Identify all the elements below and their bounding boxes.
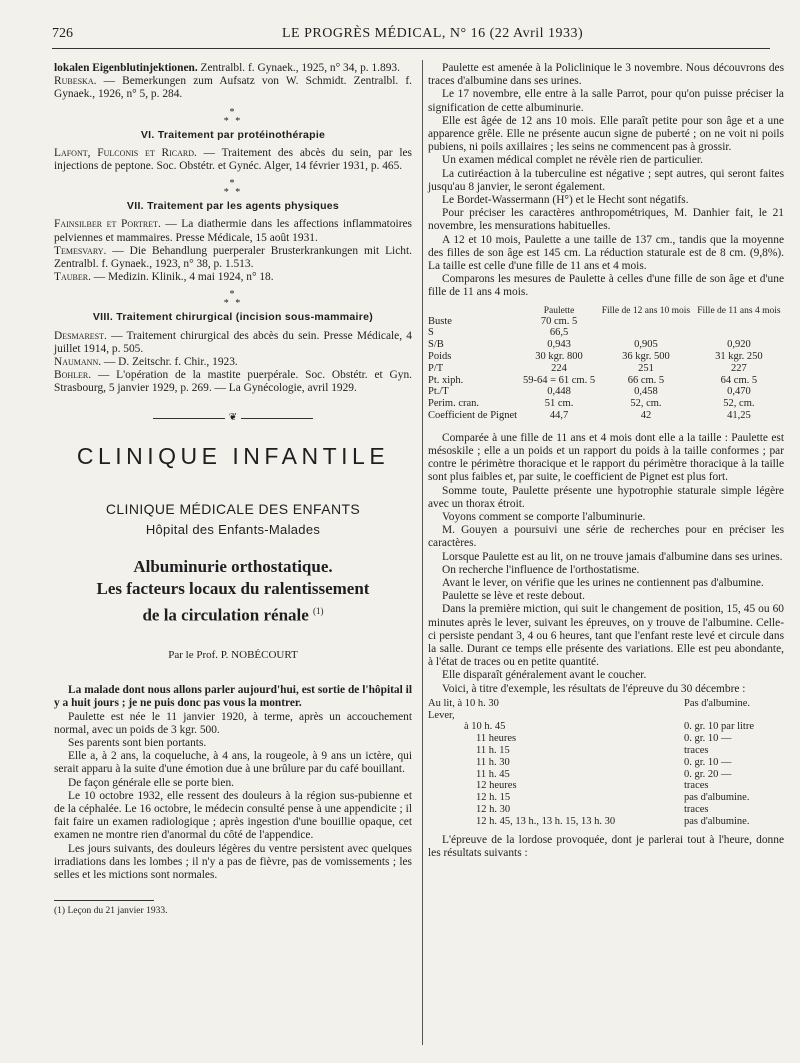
- running-header: [52, 26, 770, 46]
- right-column: [428, 62, 784, 860]
- left-column: [54, 62, 412, 918]
- paragraph: Le Bordet-Wassermann (H°) et le Hecht sont négatifs.: [442, 194, 689, 207]
- paragraph: Paulette est née le 11 janvier 1920, à terme, après un accouchement normal, avec un poids de 3 kgr. 500.: [54, 710, 412, 736]
- journal-title: LE PROGRÈS MÉDICAL, N° 16 (22 Avril 1933): [282, 26, 584, 41]
- author-line: Par le Prof. P. NOBÉCOURT: [168, 648, 298, 661]
- table-row: Pt. xiph. 59-64 = 61 cm. 5 66 cm. 5 64 cm. 5: [428, 374, 758, 386]
- article-title-line-2: Les facteurs locaux du ralentissement: [96, 579, 370, 599]
- paragraph: Le 10 octobre 1932, elle ressent des douleurs à la région sus-pubienne et de la céphalée. Le 16 octobre, le médecin consulté pense à une appendicite ; il fait faire un examen radiologique ; après ingestion d'une bouillie opaque, cet examen ne montre rien d'anormal du côté de l'appendice.: [54, 789, 412, 842]
- asterism: * * *: [223, 106, 243, 127]
- table-row: 11 h. 45 0. gr. 20 —: [476, 768, 732, 780]
- paragraph: Ses parents sont bien portants.: [68, 736, 207, 749]
- table-header: Paulette: [543, 305, 575, 316]
- paragraph: Elle est âgée de 12 ans 10 mois. Elle paraît petite pour son âge et a une apparence grêle. Elle ne présente aucun signe de puberté ; on ne voit ni poils pubiens, ni poils axillaires ; les seins ne commencent pas à grossir.: [428, 114, 784, 154]
- page-number: 726: [52, 26, 73, 41]
- footnote-rule: [54, 900, 154, 901]
- paragraph: Pour préciser les caractères anthropométriques, M. Danhier fait, le 21 novembre, les mensurations habituelles.: [428, 207, 784, 233]
- table-row: Lever,: [428, 709, 455, 721]
- reference: Desmarest. — Traitement chirurgical des abcès du sein. Presse Médicale, 4 juillet 1914, p. 505.: [54, 329, 412, 355]
- paragraph: Paulette est amenée à la Policlinique le 3 novembre. Nous découvrons des traces d'albumine dans ses urines.: [428, 62, 784, 88]
- table-row: 12 h. 30 traces: [476, 804, 709, 816]
- asterism: * * *: [223, 289, 243, 310]
- footnote-marker: (1): [313, 606, 324, 617]
- table-row: S 66,5: [428, 327, 569, 339]
- article-title-line-1: Albuminurie orthostatique.: [133, 557, 333, 577]
- paragraph: Avant le lever, on vérifie que les urines ne contiennent pas d'albumine.: [442, 577, 764, 590]
- paragraph: La malade dont nous allons parler aujourd'hui, est sortie de l'hôpital il y a huit jours ; je ne puis donc pas vous la montrer.: [54, 684, 412, 710]
- reference: Fainsilber et Portret. — La diathermie dans les affections inflammatoires pelviennes et mammaires. Presse Médicale, 15 août 1931.: [54, 218, 412, 244]
- paragraph: Elle a, à 2 ans, la coqueluche, à 4 ans, la rougeole, à 9 ans un ictère, qui serait apparu à la suite d'une émotion due à une brûlure par du café bouillant.: [54, 750, 412, 776]
- reference: Bohler. — L'opération de la mastite puerpérale. Soc. Obstétr. et Gyn. Strasbourg, 5 janvier 1929, p. 269. — La Gynécologie, avril 1929.: [54, 369, 412, 395]
- paragraph: Elle disparaît généralement avant le coucher.: [442, 669, 647, 682]
- table-row: 11 h. 30 0. gr. 10 —: [476, 756, 732, 768]
- paragraph: A 12 et 10 mois, Paulette a une taille de 137 cm., tandis que la moyenne des filles de son âge est 145 cm. La réduction staturale est de 8 cm. (9,8%). La taille est celle d'une fille de 11 ans et 4 mois.: [428, 233, 784, 273]
- reference: Temesvary. — Die Behandlung puerperaler Brusterkrankungen mit Licht. Zentralbl. f. Gynaek., 1923, n° 38, p. 1.513.: [54, 244, 412, 271]
- reference: Tauber. — Medizin. Klinik., 4 mai 1924, n° 18.: [54, 271, 274, 284]
- paragraph: Dans la première miction, qui suit le changement de position, 15, 45 ou 60 minutes après le lever, suivant les épreuves, on y trouve de l'albumine. Celle-ci persiste pendant 3, 4 ou 6 heures, tant que l'enfant reste levé et circule dans la salle. Durant ce temps elle présente des variations. Elle est peu abondante, à l'état de traces ou en petite quantité.: [428, 603, 784, 669]
- footnote: (1) Leçon du 21 janvier 1933.: [54, 906, 168, 917]
- measurements-table: [428, 306, 784, 422]
- table-row: à 10 h. 45 0. gr. 10 par litre: [464, 721, 754, 733]
- paragraph: Un examen médical complet ne révèle rien de particulier.: [442, 154, 703, 167]
- column-divider: [422, 60, 423, 1045]
- table-row: 12 heures traces: [476, 780, 709, 792]
- table-row: Coefficient de Pignet 44,7 42 41,25: [428, 410, 751, 422]
- table-header-row: [428, 306, 784, 316]
- paragraph: Voici, à titre d'exemple, les résultats de l'épreuve du 30 décembre :: [442, 682, 746, 695]
- table-row: S/B 0,943 0,905 0,920: [428, 339, 751, 351]
- table-row: 11 heures 0. gr. 10 —: [476, 733, 732, 745]
- table-header: Fille de 11 ans 4 mois: [697, 305, 781, 316]
- header-rule: [52, 48, 770, 49]
- paragraph: L'épreuve de la lordose provoquée, dont je parlerai tout à l'heure, donne les résultats suivants :: [428, 833, 784, 859]
- paragraph: De façon générale elle se porte bien.: [68, 776, 235, 789]
- table-header: Fille de 12 ans 10 mois: [601, 305, 691, 316]
- clinic-name: CLINIQUE MÉDICALE DES ENFANTS: [105, 500, 361, 517]
- table-row: 12 h. 15 pas d'albumine.: [476, 792, 750, 804]
- paragraph: Les jours suivants, des douleurs légères du ventre persistent avec quelques irradiations dans les lombes ; il n'y a pas de fièvre, pas de vomissements ; les selles et les mictions sont normales.: [54, 842, 412, 881]
- paragraph: Somme toute, Paulette présente une hypotrophie staturale simple légère avec un thorax étroit.: [428, 484, 784, 510]
- table-header: [428, 306, 520, 316]
- reference: Lafont, Fulconis et Ricard. — Traitement des abcès du sein, par les injections de peptone. Soc. Obstétr. et Gynéc. Alger, 14 février 1931, p. 465.: [54, 146, 412, 173]
- table-row: Buste 70 cm. 5: [428, 315, 578, 327]
- table-row: Au lit, à 10 h. 30 Pas d'albumine.: [428, 697, 751, 709]
- section-heading: VII. Traitement par les agents physiques: [126, 200, 340, 213]
- table-row: Poids 30 kgr. 800 36 kgr. 500 31 kgr. 250: [428, 351, 763, 363]
- paragraph: Le 17 novembre, elle entre à la salle Parrot, pour qu'on puisse préciser la signification de cette albuminurie.: [428, 88, 784, 114]
- paragraph: Comparée à une fille de 11 ans et 4 mois dont elle a la taille : Paulette est mésoskile ; elle a un poids et un rapport du poids à la taille conformes ; par contre le périmètre thoracique et le rapport du périmètre thoracique à la taille sont plus faibles et, par suite, le coefficient de Pignet est plus fort.: [428, 431, 784, 484]
- reference: lokalen Eigenblutinjektionen. Zentralbl. f. Gynaek., 1925, n° 34, p. 1.893.: [54, 62, 400, 74]
- section-heading: VIII. Traitement chirurgical (incision sous-mammaire): [92, 311, 374, 324]
- albumin-results-table: [428, 698, 784, 828]
- article-title-line-3: de la circulation rénale $^{(1)}$: [142, 605, 324, 625]
- section-heading: VI. Traitement par protéinothérapie: [140, 128, 326, 141]
- table-row: P/T 224 251 227: [428, 362, 747, 374]
- asterism: * * *: [223, 178, 243, 199]
- reference: Naumann. — D. Zeitschr. f. Chir., 1923.: [54, 356, 238, 369]
- reference: Rubeska. — Bemerkungen zum Aufsatz von W. Schmidt. Zentralbl. f. Gynaek., 1926, n° 5, p. 284.: [54, 75, 412, 101]
- paragraph: Lorsque Paulette est au lit, on ne trouve jamais d'albumine dans ses urines.: [442, 550, 783, 563]
- hospital-name: Hôpital des Enfants-Malades: [145, 522, 321, 538]
- section-title: CLINIQUE INFANTILE: [76, 442, 390, 469]
- paragraph: Comparons les mesures de Paulette à celles d'une fille de son âge et d'une fille de 11 ans 4 mois.: [428, 273, 784, 299]
- table-row: 12 h. 45, 13 h., 13 h. 15, 13 h. 30 pas d'albumine.: [476, 815, 750, 827]
- paragraph: M. Gouyen a poursuivi une série de recherches pour en préciser les caractères.: [428, 524, 784, 550]
- paragraph: Paulette se lève et reste debout.: [442, 590, 585, 603]
- paragraph: Voyons comment se comporte l'albuminurie.: [442, 511, 646, 524]
- paragraph: On recherche l'influence de l'orthostatisme.: [442, 563, 640, 576]
- table-row: Perim. cran. 51 cm. 52, cm. 52, cm.: [428, 398, 755, 410]
- section-ornament: ❦: [153, 414, 313, 424]
- paragraph: La cutiréaction à la tuberculine est négative ; sept autres, qui seront faites jusqu'au 8 janvier, le seront également.: [428, 167, 784, 193]
- table-row: 11 h. 15 traces: [476, 745, 709, 757]
- table-row: Pt./T 0,448 0,458 0,470: [428, 386, 751, 398]
